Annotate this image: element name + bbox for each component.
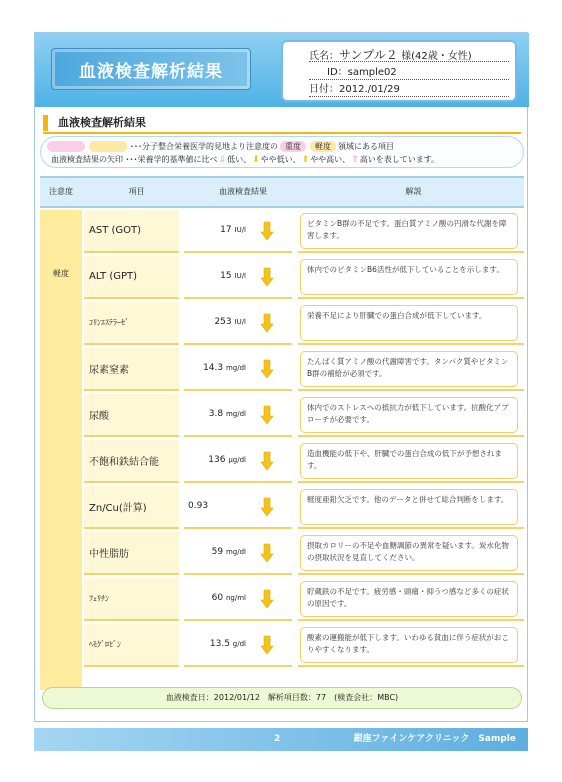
comment-text: ビタミンB群の不足です。蛋白質アミノ酸の円滑な代謝を障害します。 [300, 213, 518, 249]
result-cell [184, 624, 292, 667]
legend-heavy-swatch [47, 141, 85, 152]
item-name: ｺﾘﾝｴｽﾃﾗｰｾﾞ [84, 302, 179, 345]
table-row [82, 394, 524, 440]
severity-column [40, 210, 82, 690]
comment-text: たんぱく質アミノ酸の代謝障害です。タンパク質やビタミンB群の補給が必須です。 [300, 351, 518, 387]
value-unit: IU/l [234, 272, 246, 280]
report-title: 血液検査解析結果 [51, 48, 251, 90]
value-number: 3.8 [208, 409, 224, 419]
legend-high: 高い [359, 155, 376, 164]
item-name: 尿酸 [84, 394, 179, 437]
slightly-low-arrow-icon [260, 267, 274, 287]
value-number: 17 [220, 225, 232, 235]
result-cell [184, 302, 292, 345]
value-number: 0.93 [188, 501, 209, 511]
value-number: 15 [220, 271, 232, 281]
value-number: 136 [208, 455, 226, 465]
table-row [82, 624, 524, 670]
comment-text: 摂取カロリーの不足や血糖調節の異常を疑います。炭水化物の摂取状況を見直してください。 [300, 535, 518, 571]
table-row [82, 440, 524, 486]
clinic-name: 銀座ファインケアクリニック Sample [353, 734, 516, 744]
legend-low: 低い、 [227, 155, 252, 164]
section-title: 血液検査解析結果 [43, 115, 146, 131]
header-result: 血液検査結果 [219, 187, 267, 196]
value-unit: IU/l [234, 318, 246, 326]
comment-cell [298, 624, 524, 667]
legend-row-arrows [51, 154, 439, 165]
result-value [208, 455, 246, 465]
comment-cell [298, 302, 524, 345]
legend-severity-text: ･･･分子整合栄養医学的見地より注意度の [130, 142, 278, 151]
slightly-low-arrow-icon [260, 497, 274, 517]
result-value [212, 547, 246, 557]
item-name: Zn/Cu(計算) [84, 486, 179, 529]
report-date: 日付：2012./01/29 [309, 83, 509, 97]
arrow-high-icon: ⇑ [351, 154, 359, 165]
item-name: AST (GOT) [84, 210, 179, 253]
result-cell [184, 440, 292, 483]
table-row [82, 486, 524, 532]
result-value [214, 317, 246, 327]
result-value [220, 271, 246, 281]
table-row [82, 532, 524, 578]
table-header [40, 176, 524, 208]
comment-text: 軽度亜鉛欠乏です。他のデータと併せて総合判断をします。 [300, 489, 518, 525]
comment-cell [298, 210, 524, 253]
severity-label: 軽度 [53, 269, 69, 278]
legend-slightly-low: やや低い、 [260, 155, 301, 164]
arrow-slightly-low-icon: ⬇ [252, 154, 260, 165]
slightly-low-arrow-icon [260, 451, 274, 471]
patient-name: サンプル２ [339, 48, 398, 62]
result-value [188, 501, 208, 511]
slightly-low-arrow-icon [260, 405, 274, 425]
table-row [82, 348, 524, 394]
result-value [220, 225, 246, 235]
value-number: 59 [211, 547, 224, 557]
section-underline [43, 132, 521, 134]
arrow-low-icon: ⇓ [218, 154, 227, 165]
item-name: 尿素窒素 [84, 348, 179, 391]
item-name: 中性脂肪 [84, 532, 179, 575]
header-severity: 注意度 [49, 187, 73, 196]
patient-id: ID：sample02 [309, 66, 509, 80]
legend-box [40, 136, 524, 168]
result-cell [184, 210, 292, 253]
patient-name-label: 氏名： [309, 51, 339, 62]
comment-text: 貯蔵鉄の不足です。疲労感・頭痛・抑うつ感など多くの症状の原因です。 [300, 581, 518, 617]
patient-suffix: 様(42歳・女性) [401, 51, 472, 62]
comment-cell [298, 532, 524, 575]
result-cell [184, 486, 292, 529]
item-name: ALT (GPT) [84, 256, 179, 299]
value-unit: μg/dl [228, 456, 246, 464]
result-cell [184, 348, 292, 391]
comment-cell [298, 394, 524, 437]
comment-cell [298, 440, 524, 483]
patient-info-box [281, 40, 517, 102]
bottom-bar [34, 728, 528, 751]
test-info-footer: 血液検査日：2012/01/12 解析項目数：77 (検査会社：MBC) [42, 687, 522, 709]
comment-cell [298, 256, 524, 299]
comment-cell [298, 486, 524, 529]
table-row [82, 256, 524, 302]
value-number: 13.5 [209, 639, 230, 649]
result-value [212, 593, 246, 603]
header-band [35, 33, 529, 107]
slightly-low-arrow-icon [260, 543, 274, 563]
comment-cell [298, 348, 524, 391]
table-row [82, 210, 524, 256]
item-name: ﾌｪﾘﾁﾝ [84, 578, 179, 621]
result-cell [184, 256, 292, 299]
comment-cell [298, 578, 524, 621]
result-cell [184, 532, 292, 575]
slightly-low-arrow-icon [260, 313, 274, 333]
comment-text: 体内でのストレスへの抵抗力が低下しています。抗酸化アプローチが必要です。 [300, 397, 518, 433]
item-name: ﾍﾓｸﾞﾛﾋﾞﾝ [84, 624, 179, 667]
value-unit: IU/l [234, 226, 246, 234]
comment-text: 栄養不足により肝臓での蛋白合成が低下しています。 [300, 305, 518, 341]
legend-row-severity [47, 141, 394, 152]
header-item: 項目 [128, 187, 145, 196]
patient-name-line [309, 48, 509, 62]
page-number: 2 [274, 734, 281, 744]
legend-light-chip: 軽度 [310, 141, 336, 152]
value-number: 14.3 [203, 363, 224, 373]
legend-arrow-text: 血液検査結果の矢印 ･･･栄養学的基準値に比べ [51, 155, 218, 164]
result-cell [184, 394, 292, 437]
table-row [82, 302, 524, 348]
value-unit: mg/dl [225, 364, 246, 372]
value-unit: mg/dl [225, 548, 246, 556]
legend-severity-tail: 領域にある項目 [338, 142, 394, 151]
legend-light-swatch [89, 141, 127, 152]
value-number: 253 [214, 317, 232, 327]
slightly-low-arrow-icon [260, 359, 274, 379]
value-unit: ng/ml [225, 594, 246, 602]
legend-heavy-chip: 重度 [280, 141, 306, 152]
slightly-low-arrow-icon [260, 221, 274, 241]
value-unit: g/dl [232, 640, 246, 648]
comment-text: 造血機能の低下や、肝臓での蛋白合成の低下が予想されます。 [300, 443, 518, 479]
slightly-low-arrow-icon [260, 589, 274, 609]
comment-text: 体内でのビタミンB6活性が低下していることを示します。 [300, 259, 518, 295]
table-row [82, 578, 524, 624]
arrow-slightly-high-icon: ⬆ [301, 154, 310, 165]
result-cell [184, 578, 292, 621]
item-name: 不飽和鉄結合能 [84, 440, 179, 483]
result-value [209, 409, 246, 419]
result-value [203, 363, 246, 373]
slightly-low-arrow-icon [260, 635, 274, 655]
comment-text: 酸素の運搬能が低下します。いわゆる貧血に伴う症状がおこりやすくなります。 [300, 627, 518, 663]
report-page [34, 32, 528, 722]
legend-arrow-tail: を表しています。 [375, 155, 440, 164]
value-unit: mg/dl [225, 410, 246, 418]
value-number: 60 [211, 593, 224, 603]
legend-slightly-high: やや高い、 [310, 155, 351, 164]
header-comment: 解説 [405, 187, 422, 196]
result-value [210, 639, 246, 649]
